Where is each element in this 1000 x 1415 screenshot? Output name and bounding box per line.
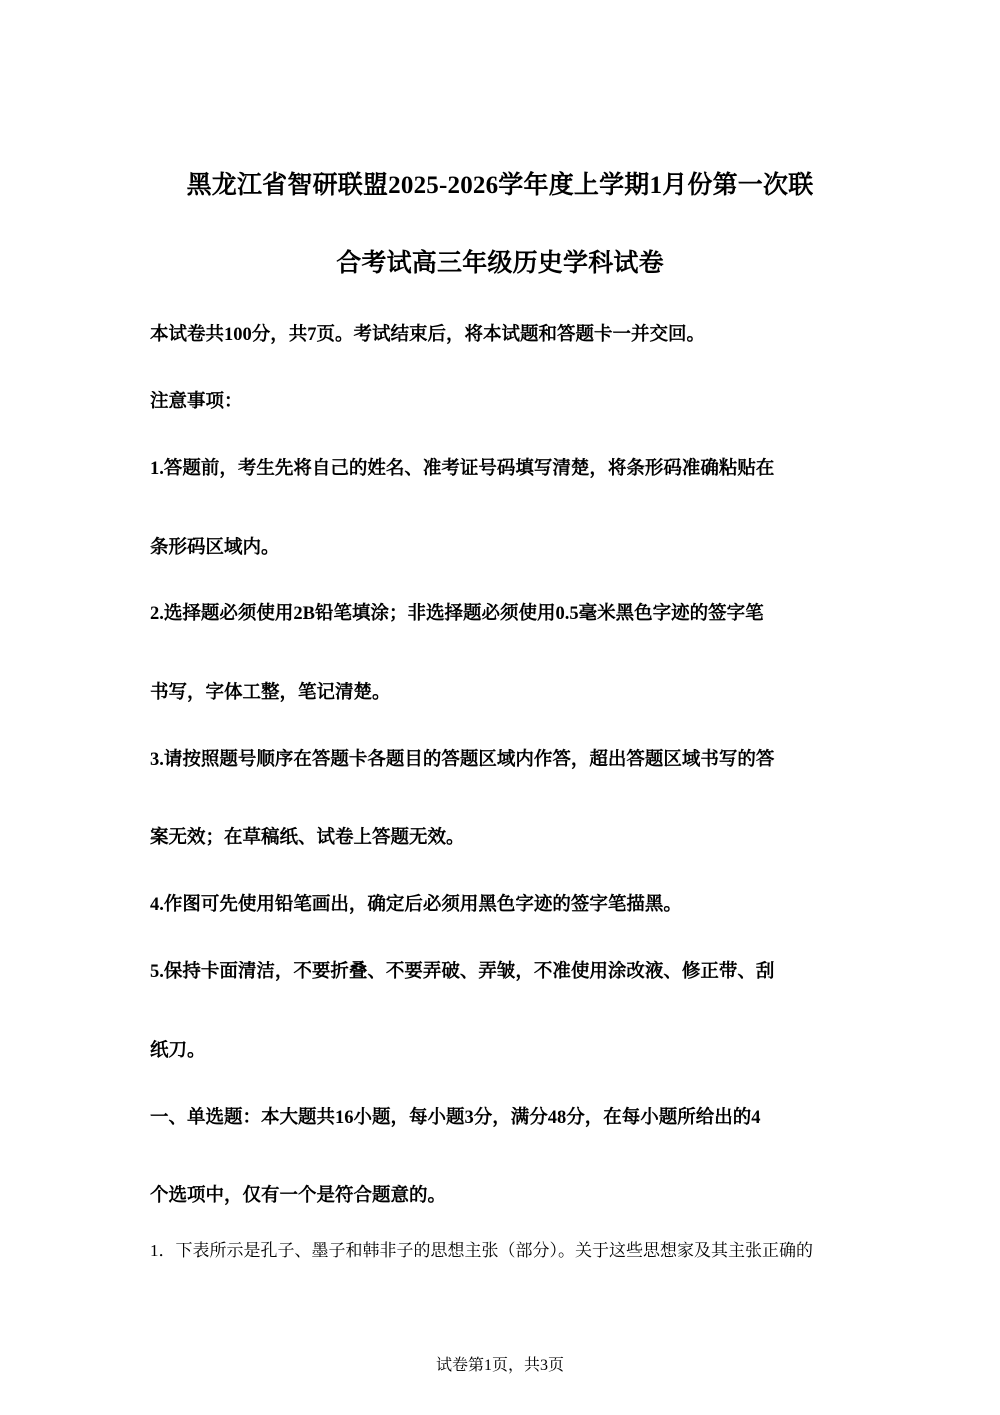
notes-heading: 注意事项：: [150, 392, 243, 412]
exam-title-line-2: 合考试高三年级历史学科试卷: [336, 250, 664, 277]
note-line-1: 1.答题前，考生先将自己的姓名、准考证号码填写清楚，将条形码准确粘贴在: [150, 459, 775, 479]
note-line-8: 5.保持卡面清洁，不要折叠、不要弄破、弄皱，不准使用涂改液、修正带、刮: [150, 962, 775, 982]
section-heading-line-1: 一、单选题：本大题共16小题，每小题3分，满分48分，在每小题所给出的4: [150, 1108, 761, 1128]
note-line-9: 纸刀。: [150, 1041, 206, 1061]
note-line-3: 2.选择题必须使用2B铅笔填涂；非选择题必须使用0.5毫米黑色字迹的签字笔: [150, 604, 764, 624]
note-line-2: 条形码区域内。: [150, 538, 280, 558]
note-line-7: 4.作图可先使用铅笔画出，确定后必须用黑色字迹的签字笔描黑。: [150, 895, 682, 915]
note-line-4: 书写，字体工整，笔记清楚。: [150, 683, 391, 703]
section-heading-line-2: 个选项中，仅有一个是符合题意的。: [150, 1186, 447, 1206]
note-line-6: 案无效；在草稿纸、试卷上答题无效。: [150, 828, 465, 848]
exam-title-line-1: 黑龙江省智研联盟2025-2026学年度上学期1月份第一次联: [186, 172, 814, 199]
note-line-5: 3.请按照题号顺序在答题卡各题目的答题区域内作答，超出答题区域书写的答: [150, 750, 775, 770]
question-1-text: 1．下表所示是孔子、墨子和韩非子的思想主张（部分）。关于这些思想家及其主张正确的: [150, 1241, 813, 1260]
page-footer: 试卷第1页，共3页: [435, 1357, 564, 1374]
exam-intro: 本试卷共100分，共7页。考试结束后，将本试题和答题卡一并交回。: [150, 325, 706, 345]
